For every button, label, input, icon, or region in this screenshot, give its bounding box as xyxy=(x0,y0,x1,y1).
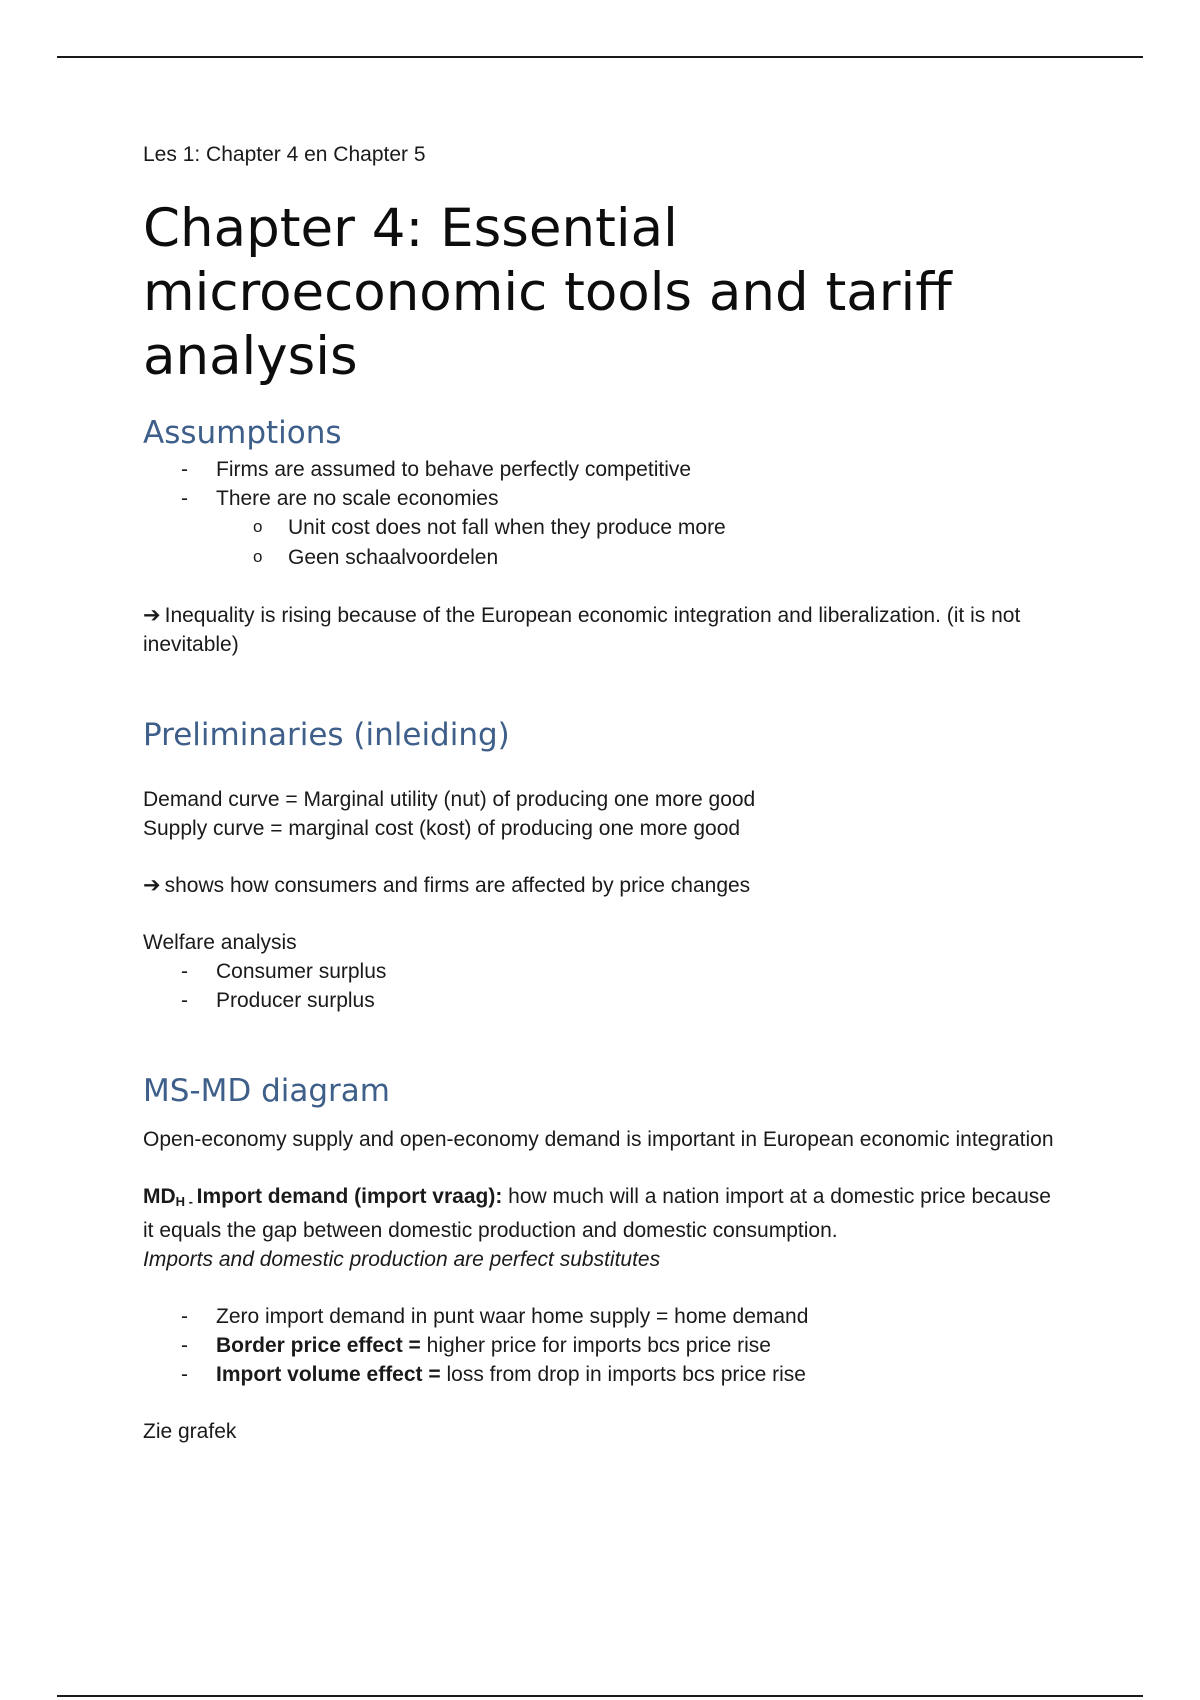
document-subtitle: Les 1: Chapter 4 en Chapter 5 xyxy=(143,143,426,166)
list-item: - Zero import demand in punt waar home supply = home demand xyxy=(143,1302,1063,1331)
import-demand-definition xyxy=(143,1182,1063,1274)
right-arrow-icon: ➔ xyxy=(143,874,161,897)
price-changes-note xyxy=(143,871,1063,900)
inequality-note-text: Inequality is rising because of the European economic integration and liberalization. (it is not inevitable) xyxy=(143,604,1021,656)
page-title: Chapter 4: Essential microeconomic tools and tariff analysis xyxy=(143,198,952,387)
price-changes-note-text: shows how consumers and firms are affected by price changes xyxy=(164,874,751,897)
welfare-analysis-label: Welfare analysis xyxy=(143,931,297,954)
assumptions-list xyxy=(143,455,1063,513)
document-page xyxy=(143,140,1063,1446)
msmd-effects-list xyxy=(143,1302,1063,1389)
inequality-note xyxy=(143,601,1063,659)
list-item: - There are no scale economies xyxy=(143,484,1063,513)
list-item: - Consumer surplus xyxy=(143,957,1063,986)
list-item: - Firms are assumed to behave perfectly competitive xyxy=(143,455,1063,484)
list-item: - Producer surplus xyxy=(143,986,1063,1015)
list-item: - Border price effect = higher price for imports bcs price rise xyxy=(143,1331,1063,1360)
section-heading-msmd: MS-MD diagram xyxy=(143,1073,390,1109)
md-prefix: $MD_H$ $_-$ Import demand (import vraag): xyxy=(143,1185,503,1209)
demand-curve-line: Demand curve = Marginal utility (nut) of producing one more good xyxy=(143,788,756,811)
supply-curve-line: Supply curve = marginal cost (kost) of producing one more good xyxy=(143,817,741,840)
top-rule xyxy=(57,56,1143,58)
section-heading-assumptions: Assumptions xyxy=(143,415,342,451)
msmd-intro: Open-economy supply and open-economy demand is important in European economic integration xyxy=(143,1128,1054,1151)
right-arrow-icon: ➔ xyxy=(143,604,161,627)
welfare-list xyxy=(143,957,1063,1015)
import-demand-italic-note: Imports and domestic production are perfect substitutes xyxy=(143,1248,661,1271)
see-graph-note: Zie grafek xyxy=(143,1420,237,1443)
import-demand-text: how much will a nation import at a domestic price because it equals the gap between domestic production and domestic consumption. xyxy=(143,1185,1051,1242)
bottom-rule xyxy=(57,1695,1143,1697)
list-item: o Geen schaalvoordelen xyxy=(143,543,1063,573)
assumptions-sublist xyxy=(143,513,1063,573)
section-heading-preliminaries: Preliminaries (inleiding) xyxy=(143,717,510,753)
list-item: o Unit cost does not fall when they produce more xyxy=(143,513,1063,543)
list-item: - Import volume effect = loss from drop in imports bcs price rise xyxy=(143,1360,1063,1389)
